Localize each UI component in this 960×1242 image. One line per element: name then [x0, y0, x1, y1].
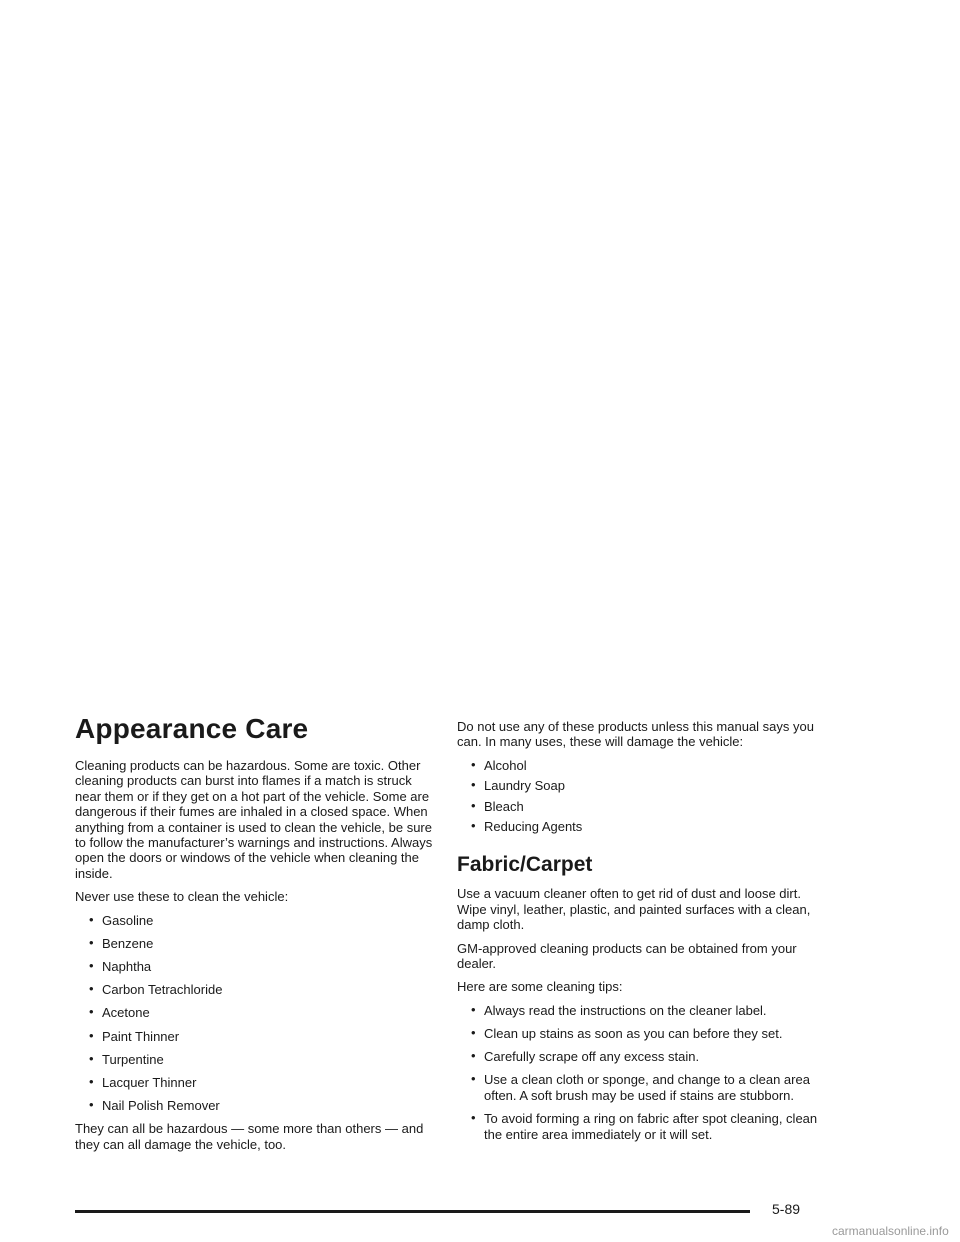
- list-item: • Carefully scrape off any excess stain.: [471, 1048, 700, 1065]
- bullet-icon: •: [471, 1110, 476, 1126]
- list-item: • Always read the instructions on the cleaner label.: [471, 1001, 767, 1018]
- list-item: • Clean up stains as soon as you can before they set.: [471, 1025, 783, 1042]
- list-item: • Bleach: [471, 797, 524, 814]
- tips-list: [457, 1003, 822, 1142]
- bullet-icon: •: [89, 1097, 94, 1113]
- list-item: • Gasoline: [89, 911, 154, 928]
- bullet-icon: •: [471, 1071, 476, 1087]
- bullet-icon: •: [89, 1050, 94, 1066]
- tips-lead: Here are some cleaning tips:: [457, 979, 623, 995]
- bullet-icon: •: [89, 981, 94, 997]
- fabric-paragraph-2: GM-approved cleaning products can be obtained from your dealer.: [457, 940, 797, 972]
- list-item: • To avoid forming a ring on fabric after spot cleaning, clean the entire area immediately or it will set.: [471, 1110, 818, 1142]
- bullet-icon: •: [471, 797, 476, 813]
- list-item: • Benzene: [89, 934, 154, 951]
- bullet-icon: •: [471, 777, 476, 793]
- watermark: carmanualsonline.info: [832, 1224, 949, 1238]
- never-use-lead: Never use these to clean the vehicle:: [75, 889, 289, 905]
- bullet-icon: •: [89, 934, 94, 950]
- list-item: • Turpentine: [89, 1050, 164, 1067]
- damage-list: [457, 758, 822, 835]
- bullet-icon: •: [471, 1001, 476, 1017]
- list-item: • Laundry Soap: [471, 777, 565, 794]
- bullet-icon: •: [471, 756, 476, 772]
- section-title: Fabric/Carpet: [457, 853, 593, 877]
- list-item: • Naphtha: [89, 958, 152, 975]
- list-item: • Acetone: [89, 1004, 150, 1021]
- list-item: • Reducing Agents: [471, 818, 583, 835]
- bullet-icon: •: [89, 911, 94, 927]
- intro-paragraph: Cleaning products can be hazardous. Some are toxic. Other cleaning products can burst into flames if a match is struck near them or if they get on a hot part of the vehicle. Some are dangerous if their fumes are inhaled in a closed space. When anything from a container is used to clean the vehicle, be sure to follow the manufacturer’s warnings and instructions. Always open the doors or windows of the vehicle when cleaning the inside.: [75, 758, 433, 881]
- list-item: • Use a clean cloth or sponge, and change to a clean area often. A soft brush may be used if stains are stubborn.: [471, 1071, 810, 1103]
- bullet-icon: •: [89, 1027, 94, 1043]
- page-number: 5-89: [772, 1201, 801, 1217]
- left-column: [75, 712, 435, 1160]
- footer-rule: [75, 1210, 750, 1213]
- bullet-icon: •: [471, 1048, 476, 1064]
- damage-intro: Do not use any of these products unless this manual says you can. In many uses, these will damage the vehicle:: [457, 719, 814, 750]
- list-item: • Nail Polish Remover: [89, 1097, 220, 1114]
- list-item: • Paint Thinner: [89, 1027, 180, 1044]
- never-use-list: [75, 913, 435, 1114]
- right-column: [457, 719, 822, 1150]
- list-item: • Alcohol: [471, 756, 527, 773]
- bullet-icon: •: [471, 818, 476, 834]
- bullet-icon: •: [89, 1004, 94, 1020]
- closing-paragraph: They can all be hazardous — some more than others — and they can all damage the vehicle, too.: [75, 1121, 424, 1152]
- list-item: • Carbon Tetrachloride: [89, 981, 223, 998]
- fabric-paragraph-1: Use a vacuum cleaner often to get rid of dust and loose dirt. Wipe vinyl, leather, plastic, and painted surfaces with a clean, damp cloth.: [457, 886, 811, 933]
- bullet-icon: •: [471, 1025, 476, 1041]
- bullet-icon: •: [89, 958, 94, 974]
- page-title: Appearance Care: [75, 713, 309, 744]
- bullet-icon: •: [89, 1074, 94, 1090]
- list-item: • Lacquer Thinner: [89, 1074, 197, 1091]
